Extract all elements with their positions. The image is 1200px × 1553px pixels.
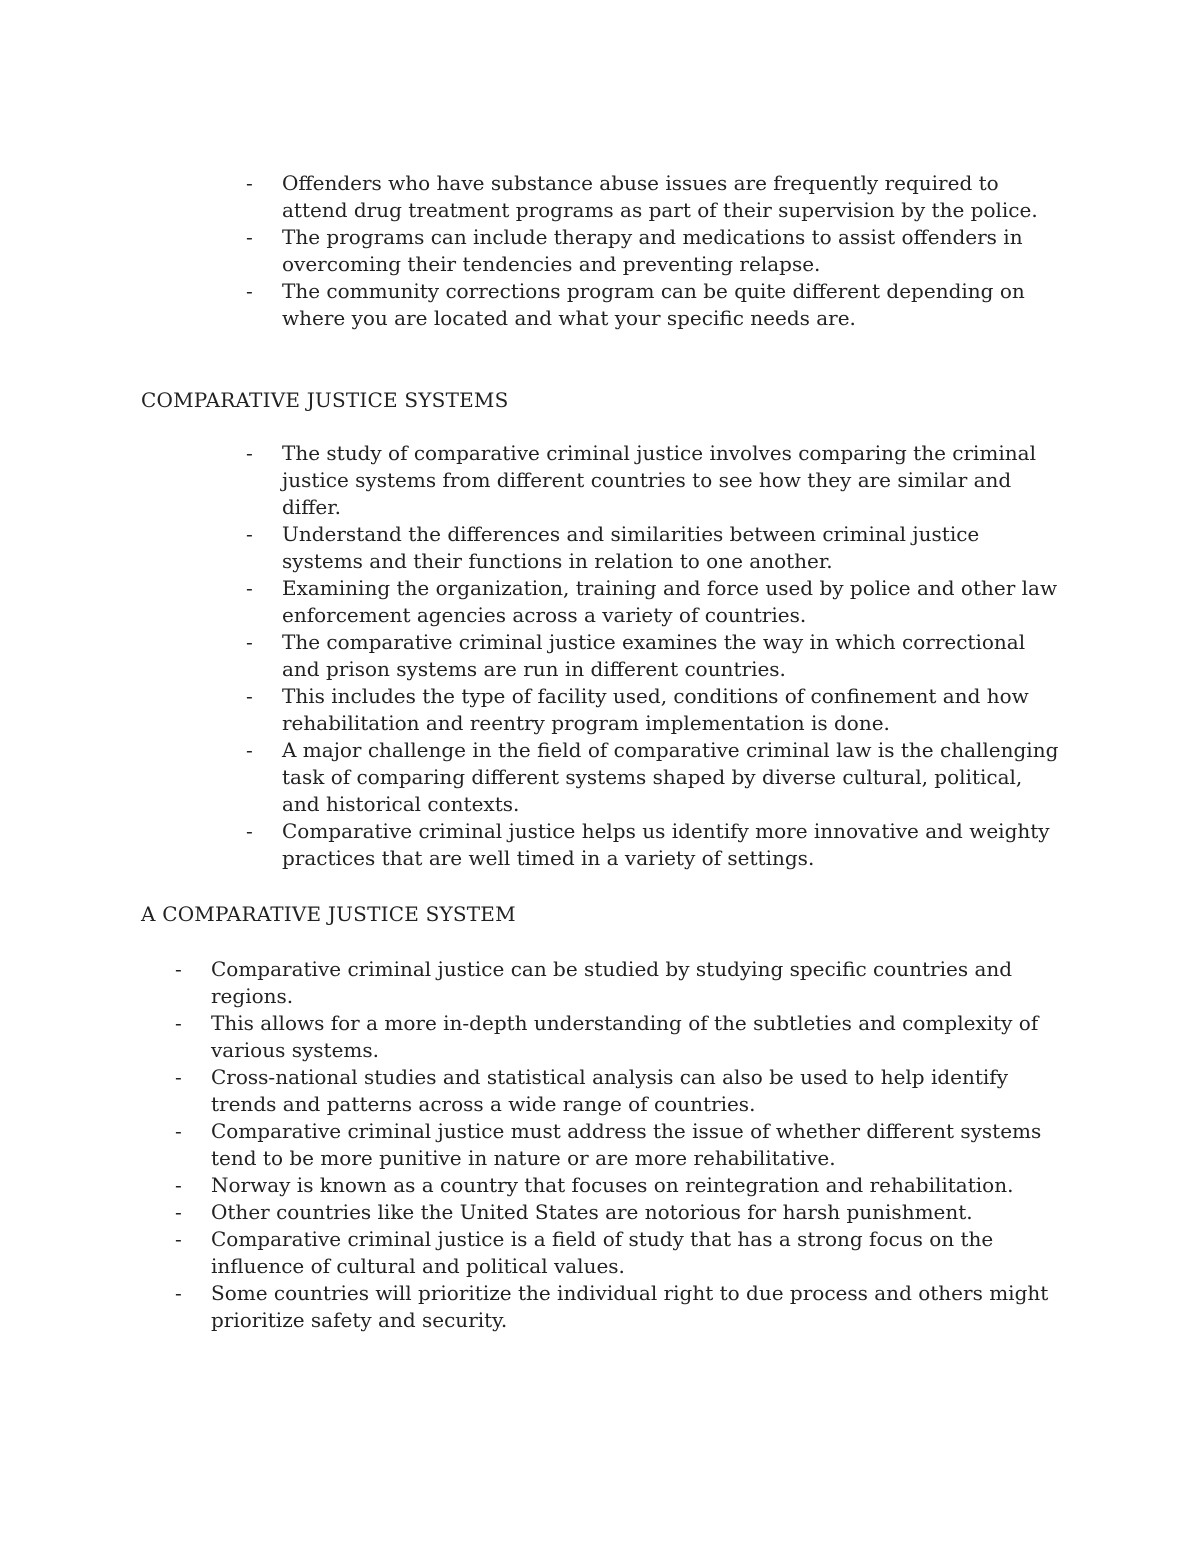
list-item <box>246 278 1066 332</box>
list-item <box>175 1199 1065 1226</box>
bullet-dash: - <box>175 1173 182 1197</box>
list-item-text: Comparative criminal justice can be studied by studying specific countries and regions. <box>211 957 1013 1008</box>
list-item-text: The study of comparative criminal justice involves comparing the criminal justice systems from different countries to see how they are similar and differ. <box>282 441 1036 519</box>
bullet-dash: - <box>175 1011 182 1035</box>
bullet-dash: - <box>246 630 253 654</box>
bullet-dash: - <box>246 738 253 762</box>
section-heading-a-comparative-justice-system: A COMPARATIVE JUSTICE SYSTEM <box>141 902 516 926</box>
list-item-text: Understand the differences and similarities between criminal justice systems and their functions in relation to one another. <box>282 522 980 573</box>
list-item <box>175 1010 1065 1064</box>
list-item <box>175 1172 1065 1199</box>
list-item <box>246 224 1066 278</box>
list-item <box>246 629 1066 683</box>
list-item <box>246 521 1066 575</box>
list-item <box>246 440 1066 521</box>
bullet-dash: - <box>246 819 253 843</box>
list-item-text: This includes the type of facility used, conditions of confinement and how rehabilitation and reentry program implementation is done. <box>282 684 1029 735</box>
bullet-dash: - <box>175 1200 182 1224</box>
list-item-text: Comparative criminal justice must address the issue of whether different systems tend to be more punitive in nature or are more rehabilitative. <box>211 1119 1042 1170</box>
list-item-text: The community corrections program can be quite different depending on where you are located and what your specific needs are. <box>282 279 1025 330</box>
bullet-dash: - <box>175 1227 182 1251</box>
intro-bullet-list <box>246 170 1066 332</box>
list-item <box>246 170 1066 224</box>
bullet-dash: - <box>246 441 253 465</box>
list-item-text: This allows for a more in-depth understanding of the subtleties and complexity of various systems. <box>211 1011 1039 1062</box>
bullet-dash: - <box>175 1065 182 1089</box>
list-item <box>175 1280 1065 1334</box>
bullet-dash: - <box>246 171 253 195</box>
list-item <box>175 1226 1065 1280</box>
bullet-dash: - <box>246 684 253 708</box>
list-item <box>175 1064 1065 1118</box>
bullet-dash: - <box>246 522 253 546</box>
list-item-text: The programs can include therapy and medications to assist offenders in overcoming their tendencies and preventing relapse. <box>282 225 1023 276</box>
comparative-system-bullet-list <box>175 956 1065 1334</box>
list-item-text: Other countries like the United States are notorious for harsh punishment. <box>211 1200 973 1224</box>
list-item <box>246 683 1066 737</box>
list-item-text: A major challenge in the field of comparative criminal law is the challenging task of comparing different systems shaped by diverse cultural, political, and historical contexts. <box>282 738 1059 816</box>
bullet-dash: - <box>246 225 253 249</box>
bullet-dash: - <box>175 1119 182 1143</box>
list-item-text: Offenders who have substance abuse issues are frequently required to attend drug treatment programs as part of their supervision by the police. <box>282 171 1038 222</box>
bullet-dash: - <box>246 279 253 303</box>
list-item-text: Cross-national studies and statistical analysis can also be used to help identify trends and patterns across a wide range of countries. <box>211 1065 1009 1116</box>
bullet-dash: - <box>246 576 253 600</box>
list-item <box>246 818 1066 872</box>
list-item <box>175 1118 1065 1172</box>
list-item <box>246 575 1066 629</box>
list-item-text: Comparative criminal justice helps us identify more innovative and weighty practices that are well timed in a variety of settings. <box>282 819 1050 870</box>
list-item-text: Norway is known as a country that focuses on reintegration and rehabilitation. <box>211 1173 1014 1197</box>
list-item-text: The comparative criminal justice examines the way in which correctional and prison systems are run in different countries. <box>282 630 1026 681</box>
bullet-dash: - <box>175 1281 182 1305</box>
bullet-dash: - <box>175 957 182 981</box>
list-item-text: Comparative criminal justice is a field of study that has a strong focus on the influence of cultural and political values. <box>211 1227 994 1278</box>
comparative-systems-bullet-list <box>246 440 1066 872</box>
section-heading-comparative-justice-systems: COMPARATIVE JUSTICE SYSTEMS <box>141 388 509 412</box>
list-item <box>246 737 1066 818</box>
list-item-text: Some countries will prioritize the individual right to due process and others might prioritize safety and security. <box>211 1281 1049 1332</box>
list-item <box>175 956 1065 1010</box>
list-item-text: Examining the organization, training and force used by police and other law enforcement agencies across a variety of countries. <box>282 576 1058 627</box>
